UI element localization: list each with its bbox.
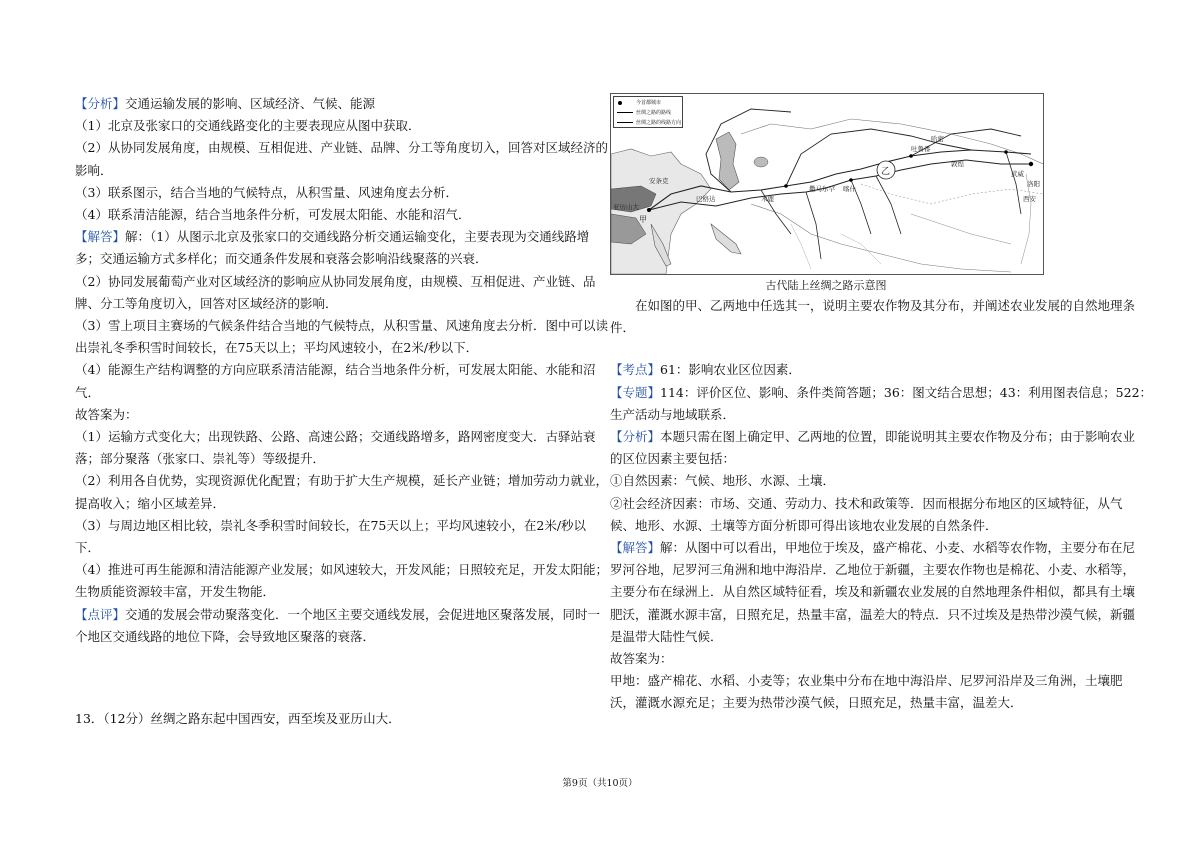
line-text: （4）推进可再生能源和清洁能源产业发展；如风速较大，开发风能；日照较充足，开发太阳能； xyxy=(75,562,608,578)
line-text: 是温带大陆性气候． xyxy=(610,628,723,644)
line-text: 的区位因素主要包括： xyxy=(610,451,736,467)
text-line xyxy=(610,359,1130,381)
page-footer: 第9页（共10页） xyxy=(562,778,638,789)
question-13: 13．（12分）丝绸之路东起中国西安，西至埃及亚历山大． xyxy=(75,711,401,726)
line-text: （4）能源生产结构调整的方向应联系清洁能源，结合当地条件分析，可发展太阳能、水能和沼 xyxy=(75,362,596,378)
line-text: ②社会经济因素：市场、交通、劳动力、技术和政策等．因而根据分布地区的区域特征，从气 xyxy=(610,495,1123,511)
question-prompt xyxy=(610,295,1136,339)
line-text: （2）协同发展葡萄产业对区域经济的影响应从协同发展角度，由规模、互相促进、产业链、品 xyxy=(75,273,596,289)
text-line xyxy=(75,226,595,248)
line-text: 故答案为： xyxy=(610,651,673,667)
text-line xyxy=(75,382,595,404)
map-legend xyxy=(613,96,683,128)
section-tag: 【分析】 xyxy=(75,96,126,111)
text-line xyxy=(610,670,1130,692)
line-text: （3）联系图示，结合当地的气候特点，从积雪量、风速角度去分析． xyxy=(75,184,458,200)
text-line xyxy=(75,626,595,648)
map-label-jia: 甲 xyxy=(639,215,647,224)
line-text: 故答案为： xyxy=(75,406,138,422)
line-text: 生物质能资源较丰富，开发生物能． xyxy=(75,584,276,600)
text-line xyxy=(75,337,595,359)
spacer xyxy=(610,339,1130,359)
text-line xyxy=(75,93,595,115)
line-text: 提高收入；缩小区域差异． xyxy=(75,495,226,511)
text-line xyxy=(610,515,1130,537)
legend-direction: 丝绸之路的线路方向 xyxy=(636,120,682,126)
map-label-alexandria: 亚历山大 xyxy=(613,203,639,211)
text-line xyxy=(75,160,595,182)
text-line xyxy=(75,137,608,159)
text-line xyxy=(75,182,595,204)
map-caption: 古代陆上丝绸之路示意图 xyxy=(765,279,887,292)
text-line xyxy=(610,493,1130,515)
map-label-kashgar: 喀什 xyxy=(843,185,856,193)
text-line xyxy=(610,404,1130,426)
line-text: （3）与周边地区相比较，崇礼冬季积雪时间较长，在75天以上；平均风速较小，在2米/秒以 xyxy=(75,517,587,533)
text-line xyxy=(610,692,1130,714)
line-text: （2）利用各自优势，实现资源优化配置；有助于扩大生产规模，延长产业链；增加劳动力就业， xyxy=(75,473,608,489)
text-line xyxy=(75,604,601,626)
line-text: 61：影响农业区位因素． xyxy=(660,362,801,378)
map-label-samarkand: 撒马尔罕 xyxy=(809,185,835,193)
text-line xyxy=(75,248,595,270)
line-text: 气． xyxy=(75,384,101,400)
text-line xyxy=(75,559,608,581)
section-tag: 【点评】 xyxy=(75,606,126,622)
section-tag: 【解答】 xyxy=(75,229,126,245)
text-line xyxy=(75,515,595,537)
line-text: ①自然因素：气候、地形、水源、土壤． xyxy=(610,473,836,489)
line-text: 交通的发展会带动聚落变化．一个地区主要交通线发展，会促进地区聚落发展，同时一 xyxy=(125,606,601,622)
line-text: 主要分布在绿洲上．从自然区域特征看，埃及和新疆农业发展的自然地理条件相似，都具有土壤 xyxy=(610,584,1136,600)
map-label-antioch: 安条克 xyxy=(649,177,669,185)
legend-capital: 今首都城市 xyxy=(636,100,662,106)
map-label-hami: 哈密 xyxy=(931,135,944,143)
text-line xyxy=(610,648,1130,670)
text-line xyxy=(610,537,1136,559)
text-line xyxy=(75,537,595,559)
text-line xyxy=(610,448,1130,470)
text-line xyxy=(610,559,1136,581)
text-line xyxy=(75,271,595,293)
section-tag: 【解答】 xyxy=(610,540,661,556)
map-label-wuwei: 武威 xyxy=(1011,170,1024,178)
line-text: 生产活动与地域联系． xyxy=(610,406,736,422)
map-label-luoyang: 洛阳 xyxy=(1027,180,1040,188)
right-answer xyxy=(610,359,1153,714)
map-label-baghdad: 巴格达 xyxy=(696,195,716,203)
line-text: 牌、分工等角度切入，回答对区域经济的影响． xyxy=(75,295,338,311)
text-line xyxy=(75,426,595,448)
text-line xyxy=(75,204,595,226)
line-text: 下． xyxy=(75,540,101,556)
line-text: 本题只需在图上确定甲、乙两地的位置，即能说明其主要农作物及分布；由于影响农业 xyxy=(660,429,1136,445)
text-line xyxy=(75,493,595,515)
prompt-line: 在如图的甲、乙两地中任选其一，说明主要农作物及其分布，并阐述农业发展的自然地理条 xyxy=(635,298,1136,313)
text-line xyxy=(610,382,1153,404)
text-line xyxy=(75,115,595,137)
text-line xyxy=(610,626,1130,648)
text-line xyxy=(610,604,1136,626)
silk-road-map xyxy=(610,93,1044,275)
section-tag: 【分析】 xyxy=(610,429,661,445)
line-text: 落；部分聚落（张家口、崇礼等）等级提升． xyxy=(75,451,326,467)
map-label-dunhuang: 敦煌 xyxy=(951,160,964,168)
line-text: 甲地：盛产棉花、水稻、小麦等；农业集中分布在地中海沿岸、尼罗河沿岸及三角洲，土壤肥 xyxy=(610,673,1123,689)
text-line xyxy=(75,315,608,337)
line-text: 候、地形、水源、土壤等方面分析即可得出该地农业发展的自然条件． xyxy=(610,517,998,533)
text-line xyxy=(610,470,1130,492)
line-text: 肥沃，灌溉水源丰富，日照充足，热量丰富，温差大的特点．只不过埃及是热带沙漠气候，新疆 xyxy=(610,606,1136,622)
text-line xyxy=(610,426,1136,448)
line-text: 影响． xyxy=(75,162,113,178)
text-line xyxy=(610,581,1136,603)
prompt-line: 件． xyxy=(610,320,636,336)
left-column xyxy=(75,93,608,648)
right-column xyxy=(610,93,1153,715)
line-text: （3）雪上项目主赛场的气候条件结合当地的气候特点，从积雪量、风速角度去分析．图中可以读 xyxy=(75,318,608,334)
line-text: 解：（1）从图示北京及张家口的交通线路分析交通运输变化，主要表现为交通线路增 xyxy=(125,229,590,245)
text-line xyxy=(75,448,595,470)
line-text: 114：评价区位、影响、条件类简答题；36：图文结合思想；43：利用图表信息；522： xyxy=(660,384,1153,400)
line-text: 罗河谷地，尼罗河三角洲和地中海沿岸．乙地位于新疆，主要农作物也是棉花、小麦、水稻等， xyxy=(610,562,1136,578)
text-line xyxy=(75,581,595,603)
line-text: （4）联系清洁能源，结合当地条件分析，可发展太阳能、水能和沼气． xyxy=(75,207,471,223)
line-text: （2）从协同发展角度，由规模、互相促进、产业链、品牌、分工等角度切入，回答对区域经济的 xyxy=(75,140,608,156)
line-text: 出崇礼冬季积雪时间较长，在75天以上；平均风速较小，在2米/秒以下． xyxy=(75,340,479,356)
text-line xyxy=(75,470,608,492)
map-label-turpan: 吐鲁番 xyxy=(911,145,931,153)
map-label-merv: 木鹿 xyxy=(761,195,774,203)
line-text: （1）北京及张家口的交通线路变化的主要表现应从图中获取． xyxy=(75,118,421,134)
text-line xyxy=(75,293,595,315)
section-tag: 【专题】 xyxy=(610,384,661,400)
legend-route: 丝绸之路的路线 xyxy=(636,110,672,116)
line-text: 交通运输发展的影响、区域经济、气候、能源 xyxy=(125,96,376,111)
map-label-yi: 乙 xyxy=(881,167,891,177)
text-line xyxy=(75,404,595,426)
section-tag: 【考点】 xyxy=(610,362,661,378)
line-text: （1）运输方式变化大；出现铁路、公路、高速公路；交通线路增多，路网密度变大．古驿站衰 xyxy=(75,429,596,445)
line-text: 多；交通运输方式多样化；而交通条件发展和衰落会影响沿线聚落的兴衰． xyxy=(75,251,488,267)
line-text: 沃，灌溉水源充足；主要为热带沙漠气候，日照充足，热量丰富，温差大． xyxy=(610,695,1023,711)
text-line xyxy=(75,359,595,381)
map-label-xian: 西安 xyxy=(1023,195,1036,203)
line-text: 个地区交通线路的地位下降，会导致地区聚落的衰落． xyxy=(75,628,376,644)
line-text: 解：从图中可以看出，甲地位于埃及，盛产棉花、小麦、水稻等农作物，主要分布在尼 xyxy=(660,540,1136,556)
